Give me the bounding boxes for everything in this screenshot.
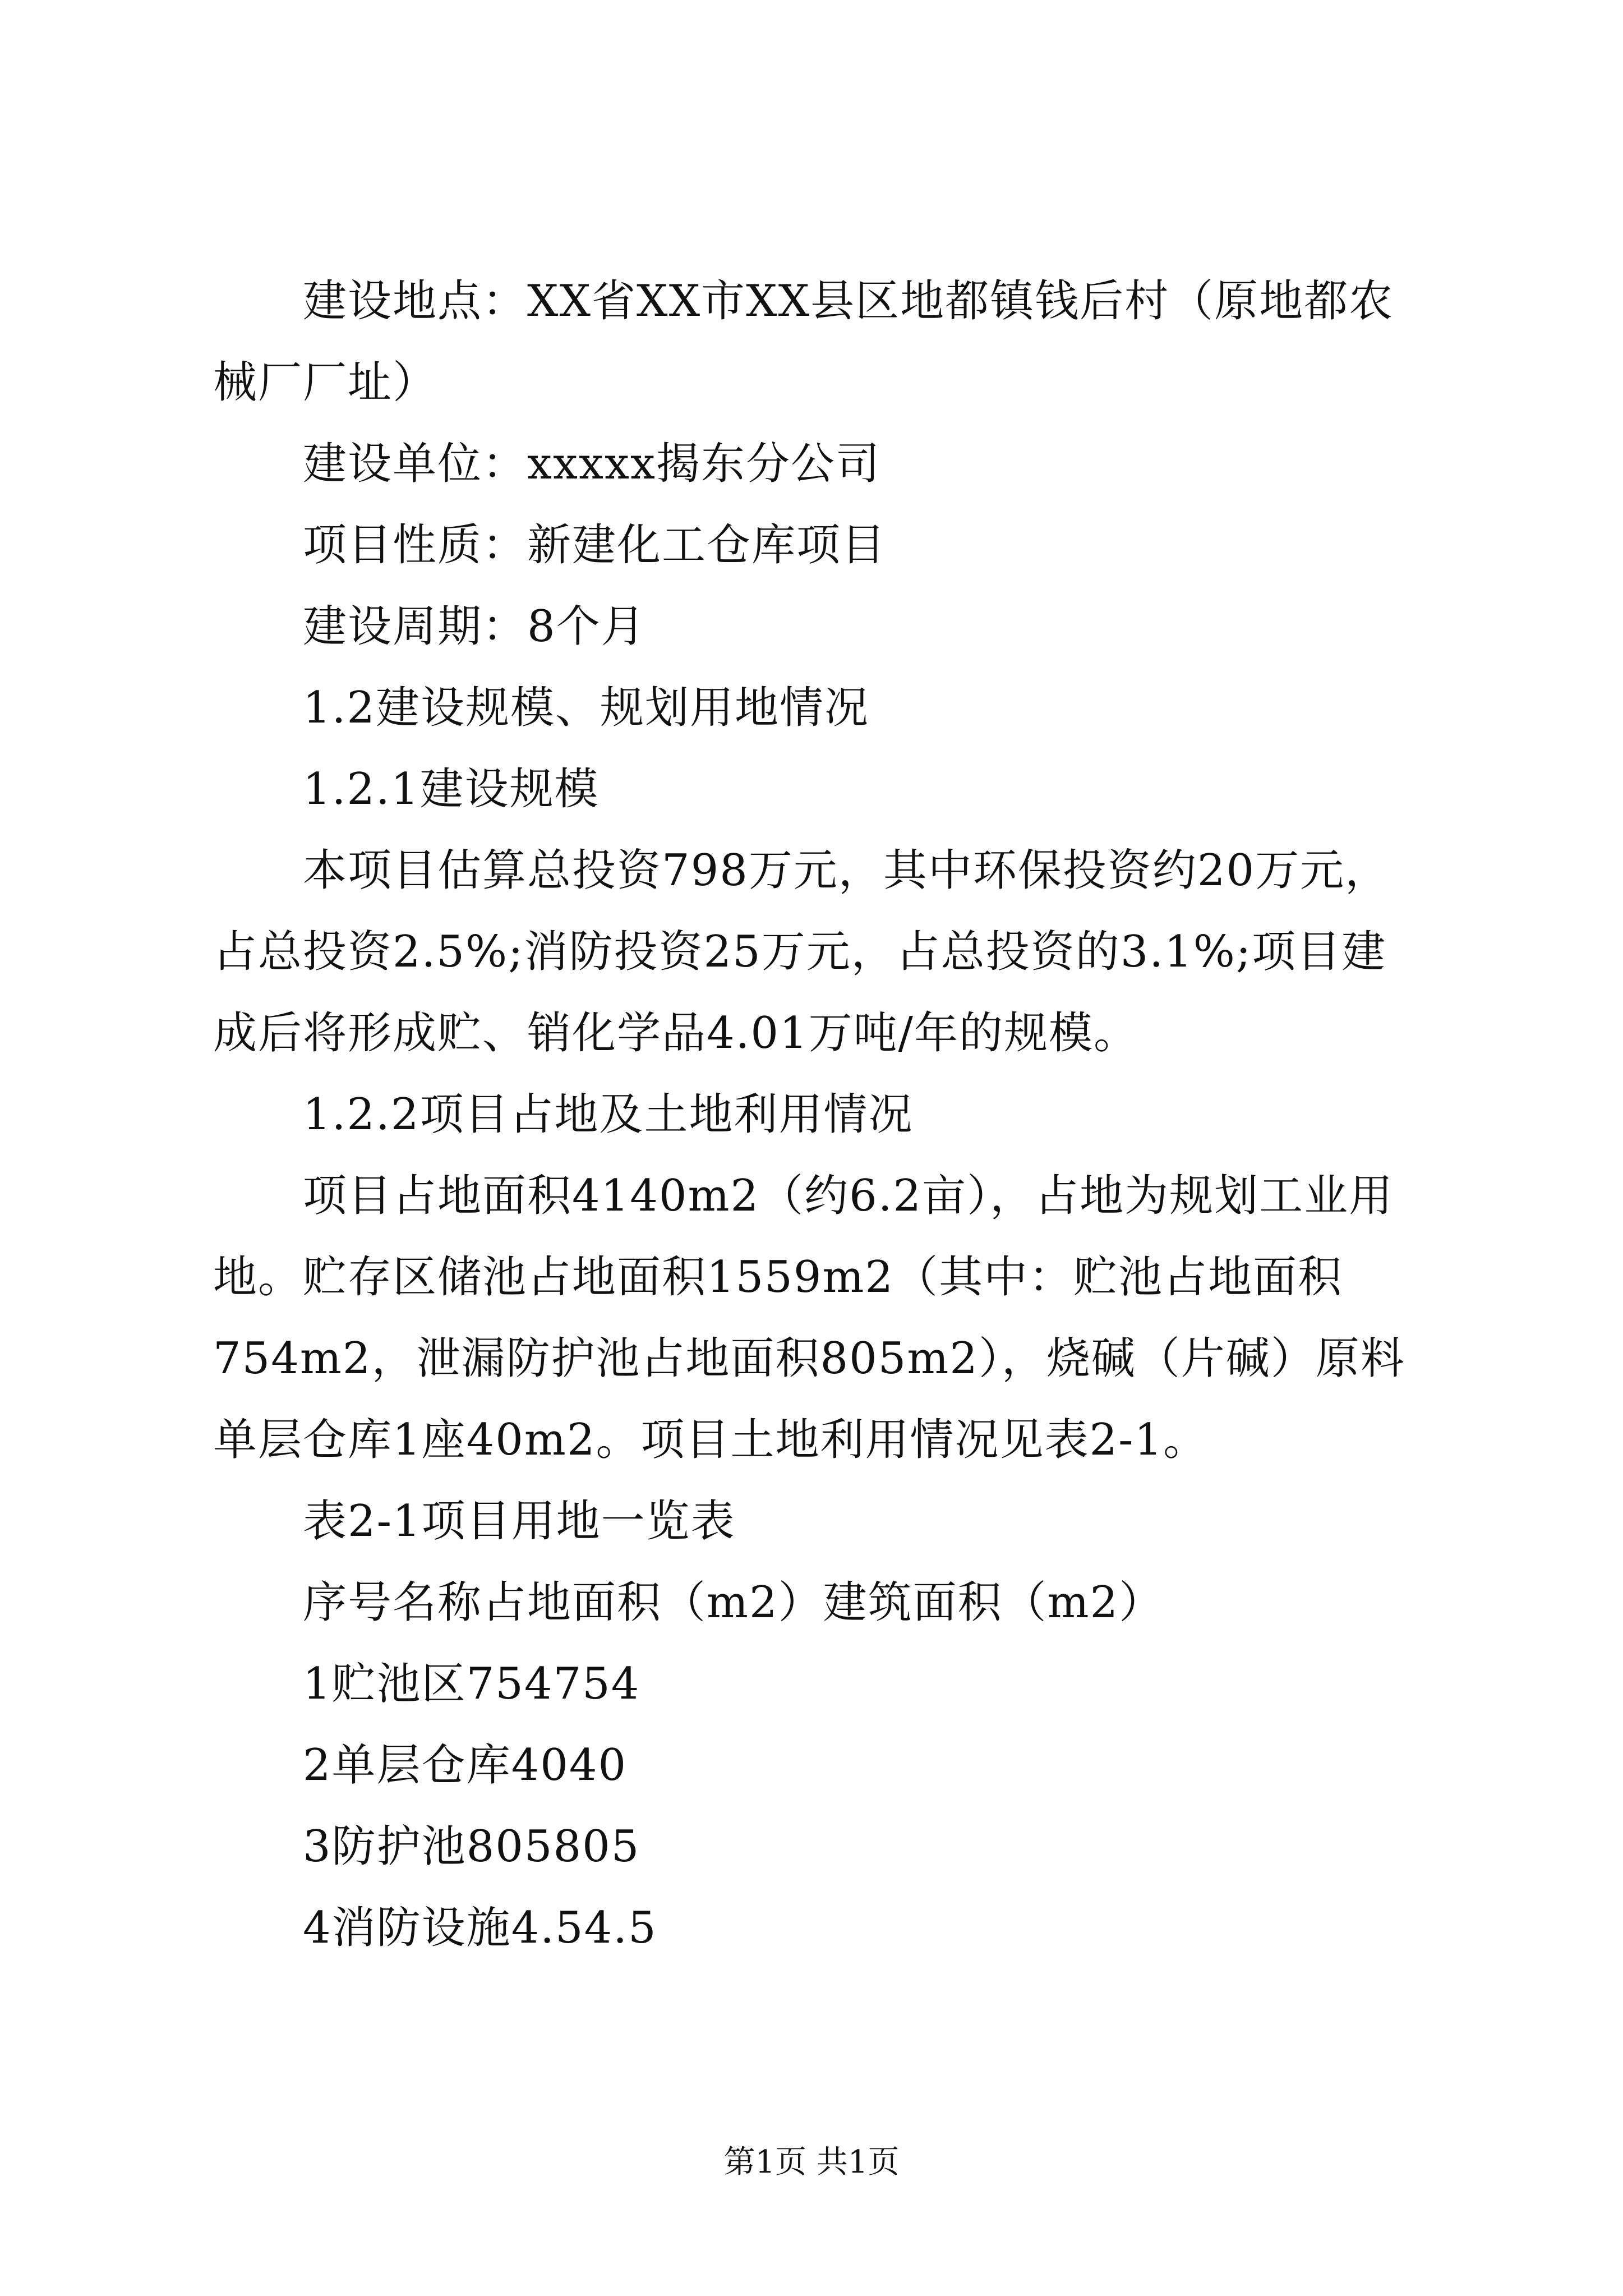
table-row: 2单层仓库4040 xyxy=(303,1740,628,1791)
section-heading-1-2: 1.2建设规模、规划用地情况 xyxy=(303,683,870,733)
document-body xyxy=(213,261,1419,1969)
section-heading-1-2-2: 1.2.2项目占地及土地利用情况 xyxy=(303,1089,914,1140)
paragraph-location: 建设地点：XX省XX市XX县区地都镇钱后村（原地都农械厂厂址） xyxy=(213,276,1394,408)
paragraph-nature: 项目性质：新建化工仓库项目 xyxy=(303,520,887,570)
table-header-row: 序号名称占地面积（m2）建筑面积（m2） xyxy=(303,1577,1164,1628)
paragraph-period: 建设周期：8个月 xyxy=(303,601,646,652)
table-row: 1贮池区754754 xyxy=(303,1659,640,1709)
section-heading-1-2-1: 1.2.1建设规模 xyxy=(303,764,600,815)
table-row: 4消防设施4.54.5 xyxy=(303,1903,657,1953)
table-row: 3防护池805805 xyxy=(303,1821,640,1872)
table-caption: 表2-1项目用地一览表 xyxy=(303,1496,736,1547)
paragraph-investment: 本项目估算总投资798万元，其中环保投资约20万元，占总投资2.5%;消防投资25万元，占总投资的3.1%;项目建成后将形成贮、销化学品4.01万吨/年的规模。 xyxy=(213,845,1390,1059)
paragraph-unit: 建设单位：xxxxx揭东分公司 xyxy=(303,439,880,489)
paragraph-land-use: 项目占地面积4140m2（约6.2亩），占地为规划工业用地。贮存区储池占地面积1559m2（其中：贮池占地面积754m2，泄漏防护池占地面积805m2），烧碱（片碱）原料单层仓库1座40m2。项目土地利用情况见表2-1。 xyxy=(213,1171,1405,1465)
page-footer: 第1页 共1页 xyxy=(723,2144,900,2180)
